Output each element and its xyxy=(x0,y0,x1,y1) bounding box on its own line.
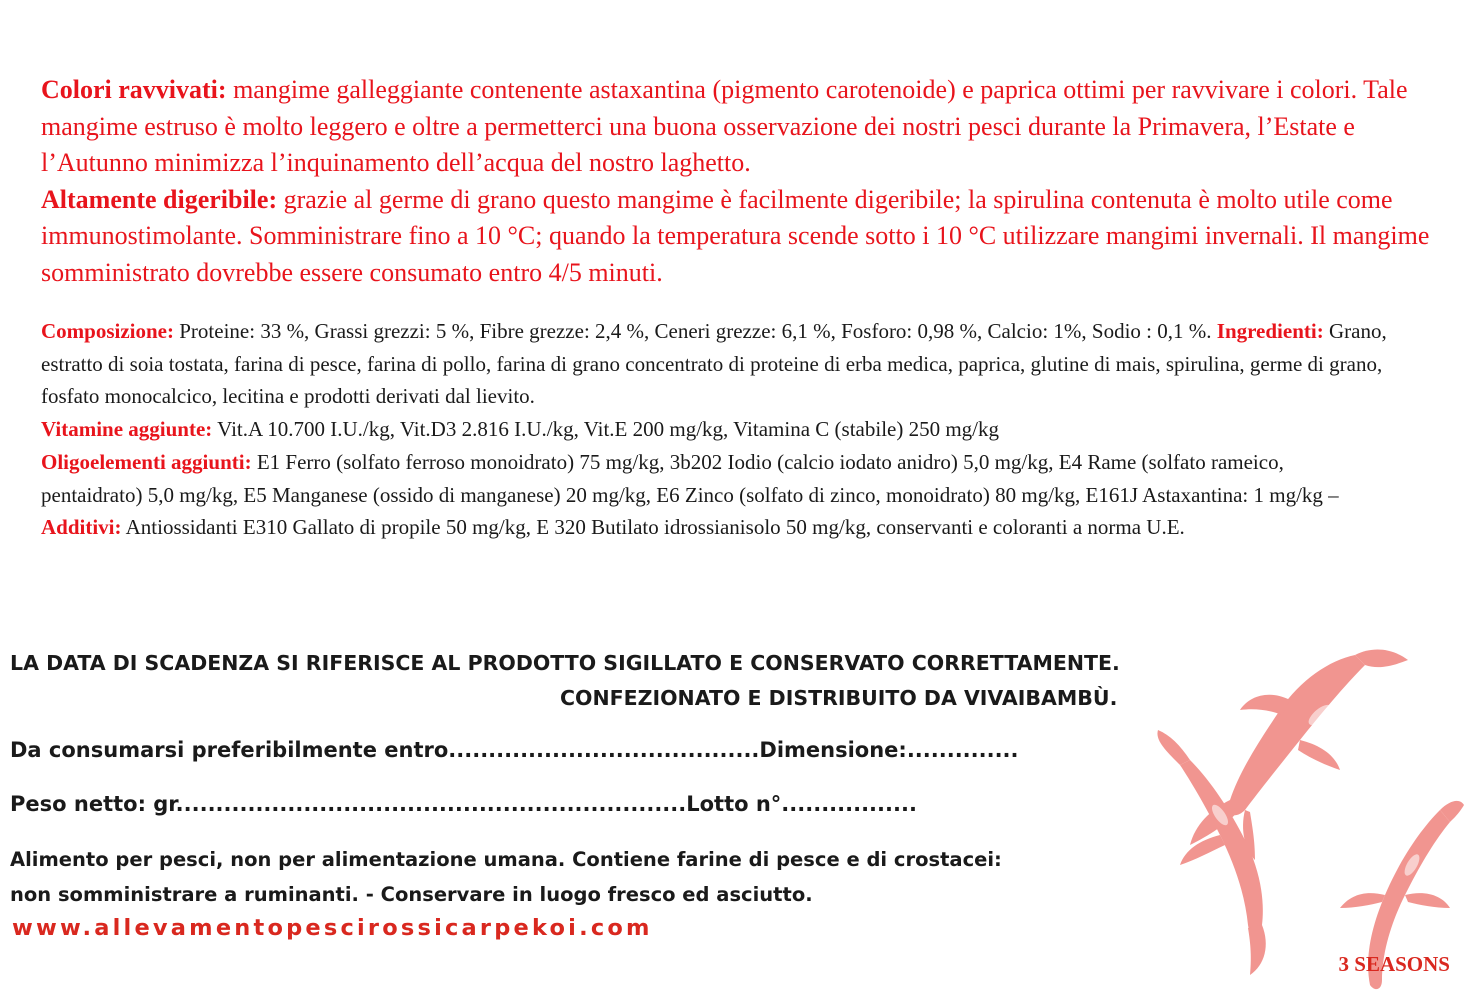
website-link[interactable]: www.allevamentopescirossicarpekoi.com xyxy=(12,915,653,941)
best-before-field: Da consumarsi preferibilmente entro.......................................Dimensione:.............. xyxy=(10,738,1019,762)
composizione-label: Composizione: xyxy=(41,319,174,343)
composition-block xyxy=(41,315,1441,544)
koi-fish-illustration xyxy=(1150,640,1465,992)
brand-name: 3 SEASONS xyxy=(1338,952,1450,976)
composition-paragraph xyxy=(41,315,1441,413)
colors-label: Colori ravvivati: xyxy=(41,75,227,104)
oligo-label: Oligoelementi aggiunti: xyxy=(41,449,252,474)
oligo-text: E1 Ferro (solfato ferroso monoidrato) 75 mg/kg, 3b202 Iodio (calcio iodato anidro) 5,0 mg/kg, E4 Rame (solfato rameico, pentaidrato) 5,0 mg/kg, E5 Manganese (ossido di manganese) 20 mg/kg, E6 Zinco (solfato di zinco, monoidrato) 80 mg/kg, E161J Astaxantina: 1 mg/kg – xyxy=(41,449,1339,507)
colors-paragraph xyxy=(41,72,1456,182)
vitamine-paragraph xyxy=(41,413,1441,446)
digest-label: Altamente digeribile: xyxy=(41,184,278,214)
additivi-text: Antiossidanti E310 Gallato di propile 50 mg/kg, E 320 Butilato idrossianisolo 50 mg/kg, conservanti e coloranti a norma U.E. xyxy=(121,515,1185,540)
expiry-notice: LA DATA DI SCADENZA SI RIFERISCE AL PRODOTTO SIGILLATO E CONSERVATO CORRETTAMENTE. xyxy=(10,651,1120,675)
disclaimer-line-2: non somministrare a ruminanti. - Conservare in luogo fresco ed asciutto. xyxy=(10,883,813,906)
disclaimer-line-1: Alimento per pesci, non per alimentazione umana. Contiene farine di pesce e di crostacei: xyxy=(10,848,1002,871)
digest-paragraph xyxy=(41,182,1456,292)
ingredienti-label: Ingredienti: xyxy=(1216,319,1324,343)
net-weight-field: Peso netto: gr................................................................Lotto n°................. xyxy=(10,792,917,816)
colors-text: mangime galleggiante contenente astaxantina (pigmento carotenoide) e paprica ottimi per ravvivare i colori. Tale mangime estruso è molto leggero e oltre a permetterci una buona osservazione dei nostri pesci durante la Primavera, l’Estate e l’Autunno minimizza l’inquinamento dell’acqua del nostro laghetto. xyxy=(41,75,1408,177)
distributor-notice: CONFEZIONATO E DISTRIBUITO DA VIVAIBAMBÙ. xyxy=(560,686,1118,710)
product-description xyxy=(41,72,1456,291)
ingredienti-text: Grano, estratto di soia tostata, farina di pesce, farina di pollo, farina di grano concentrato di proteine di erba medica, paprica, glutine di mais, spirulina, germe di grano, fosfato monocalcico, lecitina e prodotti derivati dal lievito. xyxy=(41,319,1387,409)
digest-text: grazie al germe di grano questo mangime è facilmente digeribile; la spirulina contenuta è molto utile come immunostimolante. Somministrare fino a 10 °C; quando la temperatura scende sotto i 10 °C utilizzare mangimi invernali. Il mangime somministrato dovrebbe essere consumato entro 4/5 minuti. xyxy=(41,184,1430,287)
composizione-text: Proteine: 33 %, Grassi grezzi: 5 %, Fibre grezze: 2,4 %, Ceneri grezze: 6,1 %, Fosforo: 0,98 %, Calcio: 1%, Sodio : 0,1 %. xyxy=(174,319,1217,343)
vitamine-label: Vitamine aggiunte: xyxy=(41,417,213,442)
vitamine-text: Vit.A 10.700 I.U./kg, Vit.D3 2.816 I.U./kg, Vit.E 200 mg/kg, Vitamina C (stabile) 250 mg/kg xyxy=(212,417,1000,442)
additivi-label: Additivi: xyxy=(41,515,122,540)
oligo-paragraph xyxy=(41,446,1341,544)
